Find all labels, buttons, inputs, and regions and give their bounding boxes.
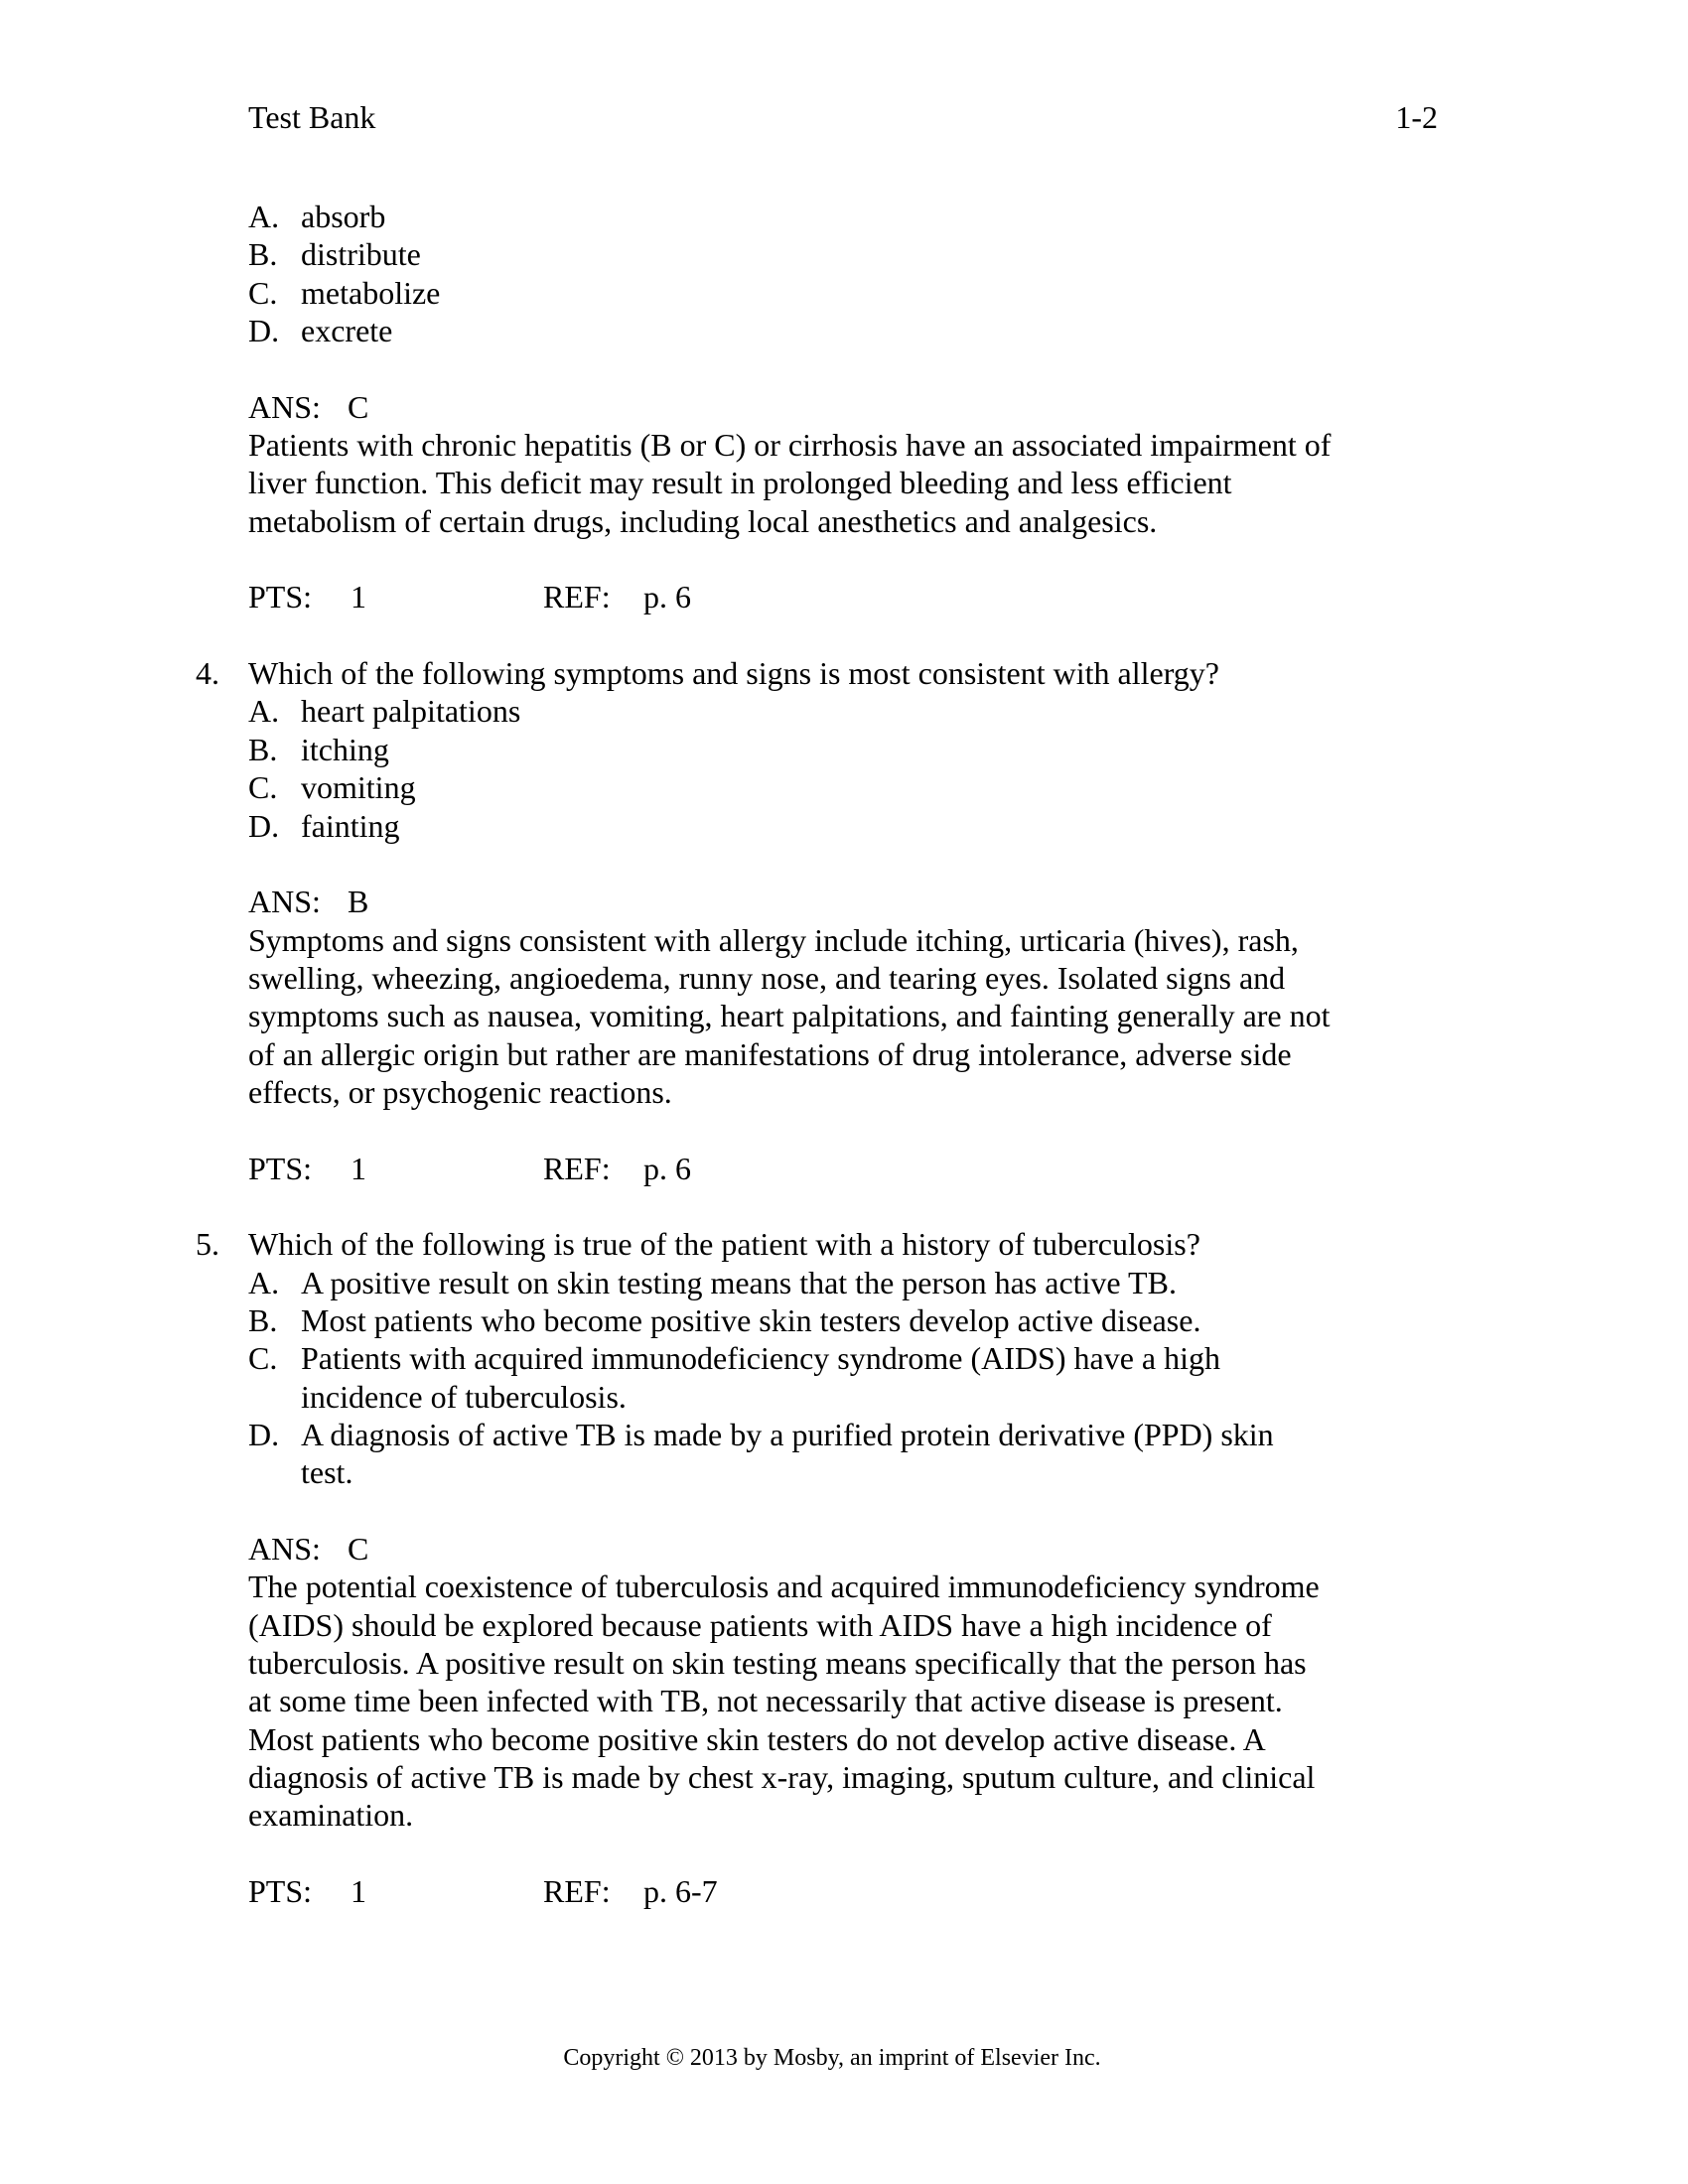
question-5 bbox=[196, 1225, 1447, 1910]
option-a bbox=[196, 1264, 1447, 1301]
question-3-continued bbox=[196, 198, 1447, 654]
question-stem bbox=[196, 654, 1447, 692]
option-d bbox=[196, 1416, 1447, 1453]
rationale-text: at some time been infected with TB, not necessarily that active disease is present. bbox=[248, 1683, 1283, 1719]
ref-label: REF: bbox=[543, 1873, 611, 1910]
question-number: 5. bbox=[196, 1226, 219, 1263]
rationale-text: The potential coexistence of tuberculosis and acquired immunodeficiency syndrome bbox=[248, 1569, 1320, 1605]
option-letter: A. bbox=[248, 199, 280, 234]
rationale-line bbox=[196, 1568, 1447, 1605]
rationale-line bbox=[196, 1606, 1447, 1644]
option-text: vomiting bbox=[301, 769, 416, 806]
rationale-text: liver function. This deficit may result in prolonged bleeding and less efficient bbox=[248, 465, 1232, 501]
question-4 bbox=[196, 654, 1447, 1225]
answer-line bbox=[196, 1530, 1447, 1568]
answer-value: C bbox=[348, 388, 369, 425]
option-text: incidence of tuberculosis. bbox=[301, 1378, 627, 1415]
rationale-line bbox=[196, 1073, 1447, 1111]
option-c-continued bbox=[196, 1378, 1447, 1416]
ref-value: p. 6 bbox=[643, 1150, 691, 1186]
meta-line bbox=[196, 1150, 1447, 1187]
option-d-continued bbox=[196, 1453, 1447, 1491]
ref-value: p. 6-7 bbox=[643, 1873, 718, 1910]
option-c bbox=[196, 768, 1447, 806]
option-text: absorb bbox=[301, 199, 386, 234]
rationale-text: symptoms such as nausea, vomiting, heart palpitations, and fainting generally are not bbox=[248, 998, 1331, 1034]
answer-label: ANS: bbox=[248, 388, 321, 425]
option-text: A positive result on skin testing means that the person has active TB. bbox=[301, 1264, 1177, 1300]
page-footer bbox=[0, 2043, 1664, 2073]
rationale-line bbox=[196, 1720, 1447, 1758]
option-letter: B. bbox=[248, 1301, 278, 1338]
rationale-text: Patients with chronic hepatitis (B or C) or cirrhosis have an associated impairment of bbox=[248, 427, 1332, 464]
rationale-text: effects, or psychogenic reactions. bbox=[248, 1073, 672, 1110]
option-text: Most patients who become positive skin testers develop active disease. bbox=[301, 1301, 1201, 1338]
option-a bbox=[196, 692, 1447, 730]
pts-value: 1 bbox=[351, 1873, 366, 1910]
option-d bbox=[196, 807, 1447, 845]
answer-value: B bbox=[348, 884, 369, 920]
option-letter: C. bbox=[248, 1340, 278, 1377]
option-letter: D. bbox=[248, 1417, 280, 1452]
option-text: itching bbox=[301, 731, 389, 767]
option-b bbox=[196, 731, 1447, 768]
question-text: Which of the following symptoms and signs is most consistent with allergy? bbox=[248, 655, 1219, 692]
option-c bbox=[196, 274, 1447, 312]
question-stem bbox=[196, 1225, 1447, 1263]
option-a bbox=[196, 198, 1447, 235]
rationale-text: Symptoms and signs consistent with allergy include itching, urticaria (hives), rash, bbox=[248, 921, 1299, 958]
answer-label: ANS: bbox=[248, 1531, 321, 1568]
rationale-text: of an allergic origin but rather are manifestations of drug intolerance, adverse side bbox=[248, 1035, 1292, 1072]
rationale-line bbox=[196, 464, 1447, 501]
option-letter: A. bbox=[248, 693, 280, 730]
rationale-text: tuberculosis. A positive result on skin testing means specifically that the person has bbox=[248, 1645, 1307, 1682]
rationale-text: Most patients who become positive skin testers do not develop active disease. A bbox=[248, 1720, 1266, 1757]
option-c bbox=[196, 1339, 1447, 1377]
ref-label: REF: bbox=[543, 1150, 611, 1186]
pts-label: PTS: bbox=[248, 579, 313, 615]
option-text: fainting bbox=[301, 807, 400, 844]
rationale-text: swelling, wheezing, angioedema, runny nose, and tearing eyes. Isolated signs and bbox=[248, 959, 1286, 996]
option-letter: B. bbox=[248, 731, 278, 767]
rationale-line bbox=[196, 1796, 1447, 1834]
question-text: Which of the following is true of the patient with a history of tuberculosis? bbox=[248, 1226, 1200, 1263]
answer-line bbox=[196, 388, 1447, 426]
option-letter: C. bbox=[248, 274, 278, 311]
ref-label: REF: bbox=[543, 579, 611, 615]
option-letter: C. bbox=[248, 769, 278, 806]
option-letter: A. bbox=[248, 1264, 280, 1300]
option-text: distribute bbox=[301, 236, 421, 273]
option-text: metabolize bbox=[301, 274, 441, 311]
rationale-line bbox=[196, 959, 1447, 997]
option-d bbox=[196, 312, 1447, 349]
option-text: Patients with acquired immunodeficiency syndrome (AIDS) have a high bbox=[301, 1340, 1220, 1377]
answer-value: C bbox=[348, 1531, 369, 1568]
option-letter: D. bbox=[248, 807, 280, 844]
rationale-text: examination. bbox=[248, 1797, 414, 1834]
option-b bbox=[196, 235, 1447, 273]
document-body bbox=[196, 198, 1447, 1910]
rationale-line bbox=[196, 502, 1447, 540]
pts-value: 1 bbox=[351, 579, 366, 615]
question-number: 4. bbox=[196, 655, 219, 692]
rationale-text: metabolism of certain drugs, including local anesthetics and analgesics. bbox=[248, 502, 1158, 539]
pts-label: PTS: bbox=[248, 1150, 313, 1186]
meta-line bbox=[196, 578, 1447, 615]
pts-label: PTS: bbox=[248, 1873, 313, 1910]
option-text: excrete bbox=[301, 313, 393, 349]
option-text: heart palpitations bbox=[301, 693, 521, 730]
option-text: test. bbox=[301, 1454, 353, 1491]
rationale-line bbox=[196, 426, 1447, 464]
page-header bbox=[248, 98, 1438, 136]
rationale-line bbox=[196, 1035, 1447, 1073]
rationale-line bbox=[196, 997, 1447, 1034]
option-letter: B. bbox=[248, 236, 278, 273]
rationale-line bbox=[196, 1682, 1447, 1719]
pts-value: 1 bbox=[351, 1150, 366, 1186]
answer-label: ANS: bbox=[248, 884, 321, 920]
option-b bbox=[196, 1301, 1447, 1339]
ref-value: p. 6 bbox=[643, 579, 691, 615]
option-letter: D. bbox=[248, 313, 280, 349]
copyright-text: Copyright © 2013 by Mosby, an imprint of Elsevier Inc. bbox=[563, 2045, 1101, 2071]
option-text: A diagnosis of active TB is made by a purified protein derivative (PPD) skin bbox=[301, 1417, 1274, 1452]
page-number: 1-2 bbox=[1395, 99, 1438, 135]
rationale-line bbox=[196, 1644, 1447, 1682]
header-title: Test Bank bbox=[248, 99, 376, 135]
answer-line bbox=[196, 883, 1447, 920]
meta-line bbox=[196, 1872, 1447, 1910]
rationale-text: (AIDS) should be explored because patients with AIDS have a high incidence of bbox=[248, 1606, 1272, 1643]
rationale-text: diagnosis of active TB is made by chest x-ray, imaging, sputum culture, and clinical bbox=[248, 1759, 1316, 1796]
rationale-line bbox=[196, 921, 1447, 959]
rationale-line bbox=[196, 1758, 1447, 1796]
